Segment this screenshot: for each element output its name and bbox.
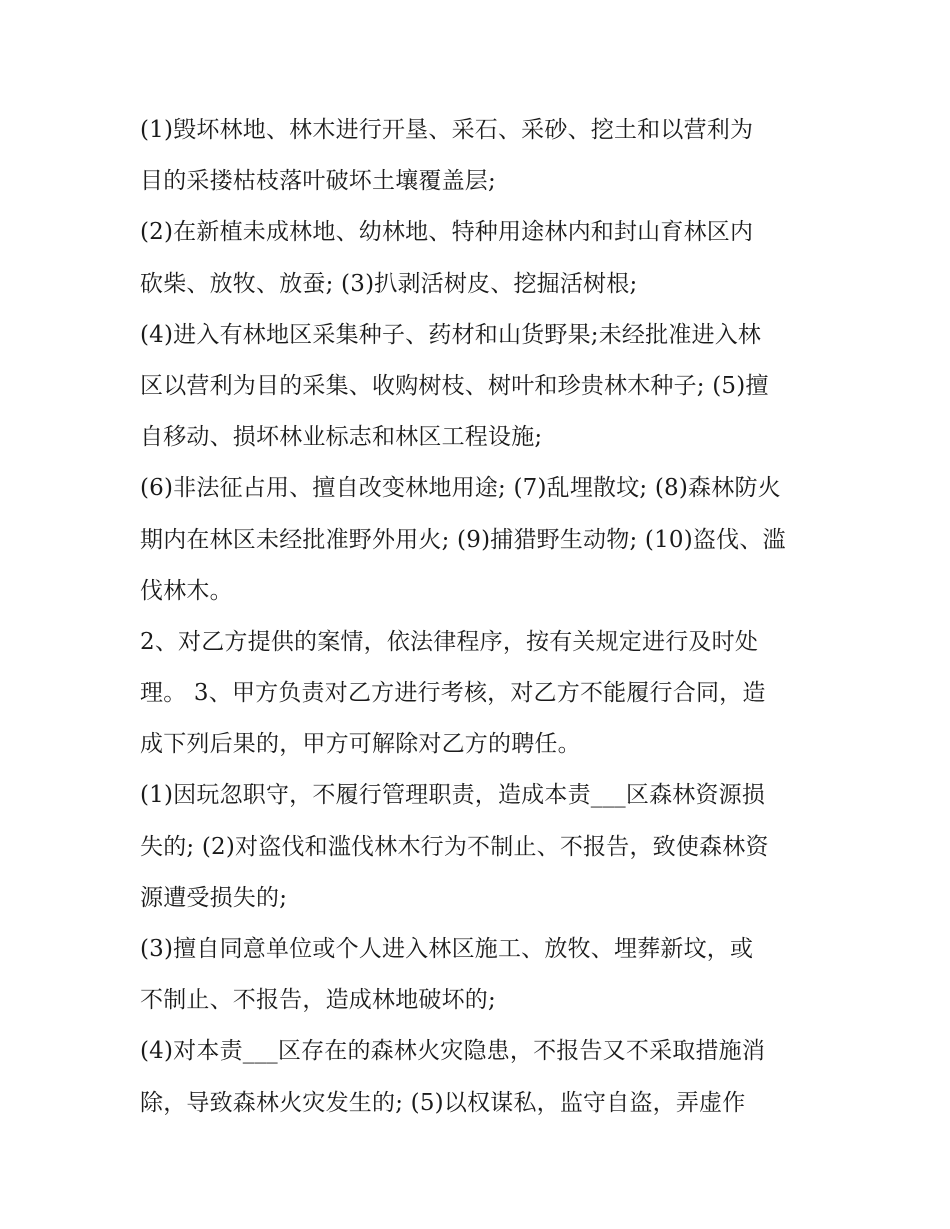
- text-line: 不制止、不报告，造成林地破坏的;: [140, 987, 496, 1014]
- text-line: (1)因玩忽职守，不履行管理职责，造成本责___区森林资源损: [140, 782, 766, 809]
- text-line: (4)进入有林地区采集种子、药材和山货野果;未经批准进入林: [140, 321, 762, 348]
- text-line: 区以营利为目的采集、收购树枝、树叶和珍贵林木种子; (5)擅: [140, 372, 769, 399]
- text-line: 源遭受损失的;: [140, 884, 288, 911]
- text-line: 理。 3、甲方负责对乙方进行考核，对乙方不能履行合同，造: [140, 680, 766, 707]
- text-line: 自移动、损坏林业标志和林区工程设施;: [140, 424, 543, 451]
- text-line: 目的采搂枯枝落叶破坏土壤覆盖层;: [140, 168, 496, 195]
- document-body: [140, 105, 820, 1129]
- text-line: 期内在林区未经批准野外用火; (9)捕猎野生动物; (10)盗伐、滥: [140, 526, 786, 553]
- text-line: 伐林木。: [140, 577, 233, 604]
- text-line: (3)擅自同意单位或个人进入林区施工、放牧、埋葬新坟，或: [140, 936, 754, 962]
- text-line: (6)非法征占用、擅自改变林地用途; (7)乱埋散坟; (8)森林防火: [140, 475, 781, 502]
- text-line: 2、对乙方提供的案情，依法律程序，按有关规定进行及时处: [140, 628, 759, 655]
- text-line: 砍柴、放牧、放蚕; (3)扒剥活树皮、挖掘活树根;: [140, 270, 638, 297]
- text-line: (4)对本责___区存在的森林火灾隐患，不报告又不采取措施消: [140, 1038, 766, 1065]
- text-line: 失的; (2)对盗伐和滥伐林木行为不制止、不报告，致使森林资: [140, 833, 769, 860]
- text-line: 成下列后果的，甲方可解除对乙方的聘任。: [140, 731, 581, 758]
- text-line: (2)在新植未成林地、幼林地、特种用途林内和封山育林区内: [140, 219, 754, 246]
- text-line: 除，导致森林火灾发生的; (5)以权谋私，监守自盗，弄虚作: [140, 1089, 746, 1116]
- text-line: (1)毁坏林地、林木进行开垦、采石、采砂、挖土和以营利为: [140, 117, 754, 143]
